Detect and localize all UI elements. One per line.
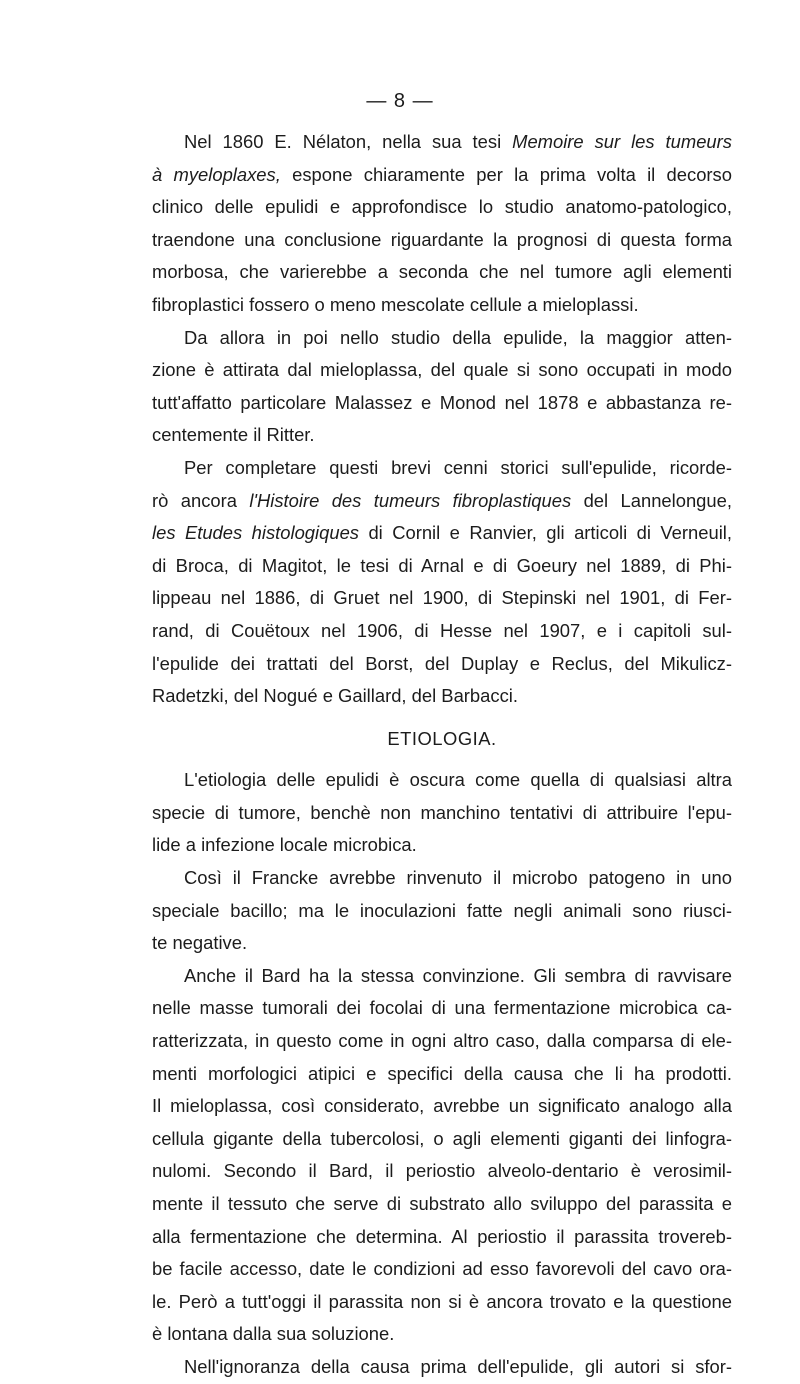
text-line [152, 517, 732, 550]
book-title: les Etudes histologiques [152, 522, 359, 544]
text-line: nelle masse tumorali dei focolai di una fermentazione microbica ca- [152, 997, 732, 1019]
text-line: lide a infezione locale microbica. [152, 834, 417, 856]
text-line: lippeau nel 1886, di Gruet nel 1900, di Stepinski nel 1901, di Fer- [152, 587, 732, 609]
text-line: te negative. [152, 932, 248, 954]
page-number: — 8 — [366, 90, 434, 112]
text-line: nulomi. Secondo il Bard, il periostio alveolo-dentario è verosimil- [152, 1160, 732, 1182]
section-heading: ETIOLOGIA. [387, 727, 497, 749]
text-line: le. Però a tutt'oggi il parassita non si è ancora trovato e la questione [152, 1290, 732, 1312]
paragraph-etiology-bard [152, 960, 732, 1351]
text-line [152, 485, 732, 518]
text-line: di Broca, di Magitot, le tesi di Arnal e di Goeury nel 1889, di Phi- [152, 554, 732, 576]
body-text [152, 126, 732, 1384]
text-line: Per completare questi brevi cenni storici sull'epulide, ricorde- [184, 456, 732, 478]
text-line: specie di tumore, benchè non manchino tentativi di attribuire l'epu- [152, 801, 732, 823]
text-run: di Cornil e Ranvier, gli articoli di Verneuil, [359, 522, 732, 544]
text-run: del Lannelongue, [571, 489, 732, 511]
text-line: traendone una conclusione riguardante la prognosi di questa forma [152, 228, 732, 250]
paragraph-history-nelaton [152, 126, 732, 322]
text-line: L'etiologia delle epulidi è oscura come quella di qualsiasi altra [184, 769, 732, 791]
text-line: mente il tessuto che serve di substrato allo sviluppo del parassita e [152, 1193, 732, 1214]
paragraph-etiology-continuation [152, 1351, 732, 1384]
paragraph-etiology-francke [152, 862, 732, 960]
paragraph-etiology-intro [152, 764, 732, 862]
text-line: ratterizzata, in questo come in ogni altro caso, dalla comparsa di ele- [152, 1030, 732, 1052]
text-run: espone chiaramente per la prima volta il decorso [280, 163, 732, 185]
book-title: à myeloplaxes, [152, 163, 281, 185]
text-line: rand, di Couëtoux nel 1906, di Hesse nel 1907, e i capitoli sul- [152, 619, 732, 641]
book-title: Memoire sur les tumeurs [512, 131, 732, 152]
text-line: Radetzki, del Nogué e Gaillard, del Barbacci. [152, 685, 518, 707]
text-line: cellula gigante della tubercolosi, o agli elementi giganti dei linfogra- [152, 1127, 732, 1149]
text-line: centemente il Ritter. [152, 424, 315, 446]
text-line: be facile accesso, date le condizioni ad esso favorevoli del cavo ora- [152, 1258, 732, 1280]
text-line: l'epulide dei trattati del Borst, del Duplay e Reclus, del Mikulicz- [152, 652, 732, 674]
text-line: è lontana dalla sua soluzione. [152, 1323, 395, 1345]
text-line: morbosa, che varierebbe a seconda che nel tumore agli elementi [152, 261, 732, 283]
text-line: alla fermentazione che determina. Al periostio il parassita trovereb- [152, 1225, 732, 1247]
paragraph-history-references [152, 452, 732, 713]
text-line: speciale bacillo; ma le inoculazioni fatte negli animali sono riusci- [152, 899, 732, 921]
text-line: zione è attirata dal mieloplassa, del quale si sono occupati in modo [152, 359, 732, 381]
text-line: Il mieloplassa, così considerato, avrebbe un significato analogo alla [152, 1095, 732, 1117]
text-line: Da allora in poi nello studio della epulide, la maggior atten- [184, 326, 732, 348]
text-line: fibroplastici fossero o meno mescolate cellule a mieloplassi. [152, 293, 639, 315]
text-line: clinico delle epulidi e approfondisce lo studio anatomo-patologico, [152, 196, 732, 218]
text-run: Nel 1860 E. Nélaton, nella sua tesi [184, 131, 513, 152]
text-line: Così il Francke avrebbe rinvenuto il microbo patogeno in uno [184, 867, 732, 889]
text-line: Nell'ignoranza della causa prima dell'epulide, gli autori si sfor- [184, 1355, 732, 1377]
text-line [152, 126, 732, 159]
text-line: menti morfologici atipici e specifici della causa che li ha prodotti. [152, 1062, 732, 1084]
text-run: rò ancora [152, 489, 250, 511]
text-line: tutt'affatto particolare Malassez e Monod nel 1878 e abbastanza re- [152, 391, 732, 413]
book-title: l'Histoire des tumeurs fibroplastiques [249, 489, 572, 511]
text-line: Anche il Bard ha la stessa convinzione. Gli sembra di ravvisare [184, 964, 732, 986]
text-line [152, 159, 732, 192]
paragraph-history-mieloplassa [152, 322, 732, 452]
